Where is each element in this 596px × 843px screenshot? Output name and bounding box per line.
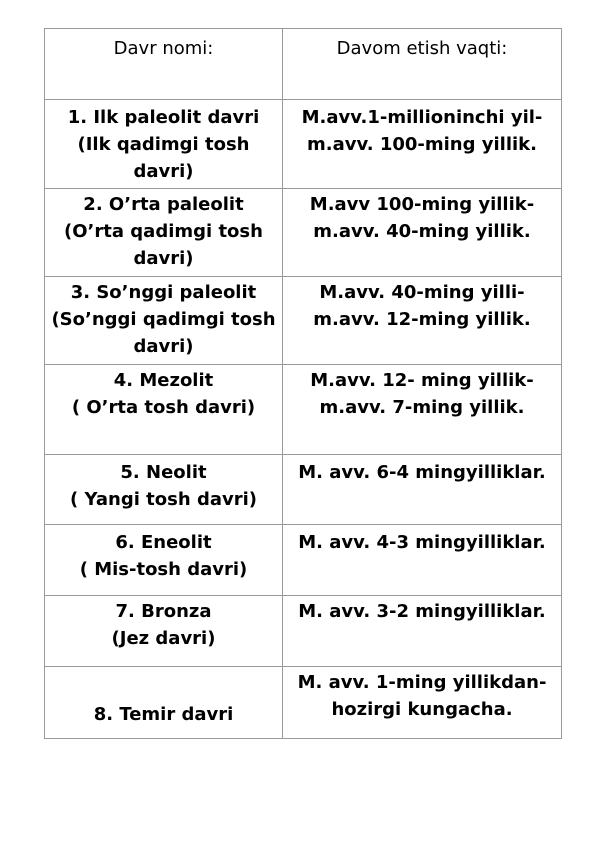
period-name-cell [45,189,283,277]
period-duration-line: M. avv. 4-3 mingyilliklar. [298,532,546,553]
table-row [45,667,562,739]
period-duration-cell [283,525,562,596]
period-name-line: 4. Mezolit [113,370,214,391]
period-name-line: 6. Eneolit [115,532,212,553]
period-name-line: davri) [133,161,194,182]
period-name-line: (Ilk qadimgi tosh [77,134,250,155]
period-name-cell [45,525,283,596]
period-name-line: davri) [133,248,194,269]
period-name-line: davri) [133,336,194,357]
header-period-name: Davr nomi: [45,29,283,100]
period-duration-line: M. avv. 1-ming yillikdan- [297,672,547,693]
table-row [45,455,562,525]
period-duration-line: m.avv. 100-ming yillik. [306,134,537,155]
period-name-cell [45,667,283,739]
period-duration-line: M.avv. 12- ming yillik- [310,370,534,391]
period-duration-cell [283,100,562,189]
table-row [45,189,562,277]
period-name-cell [45,100,283,189]
period-duration-cell [283,667,562,739]
period-name-line: (O’rta qadimgi tosh [64,221,263,242]
period-name-line: 3. So’nggi paleolit [70,282,257,303]
table-row [45,277,562,365]
period-name-cell [45,596,283,667]
table-row [45,365,562,455]
periods-table [44,28,562,739]
period-duration-line: m.avv. 7-ming yillik. [319,397,525,418]
period-name-cell [45,277,283,365]
period-name-line: (So’nggi qadimgi tosh [51,309,276,330]
period-name-line: 1. Ilk paleolit davri [67,107,260,128]
header-duration: Davom etish vaqti: [283,29,562,100]
period-duration-cell [283,596,562,667]
period-duration-line: m.avv. 40-ming yillik. [313,221,531,242]
period-name-cell [45,365,283,455]
table-row [45,100,562,189]
table-row [45,525,562,596]
period-duration-line: m.avv. 12-ming yillik. [313,309,531,330]
period-name-cell [45,455,283,525]
period-duration-line: M.avv. 40-ming yilli- [319,282,525,303]
period-duration-cell [283,365,562,455]
period-duration-cell [283,277,562,365]
period-name-line: ( Yangi tosh davri) [70,489,257,510]
period-name-line: 8. Temir davri [93,704,234,725]
period-duration-line: M. avv. 6-4 mingyilliklar. [298,462,546,483]
period-name-line: ( Mis-tosh davri) [79,559,248,580]
period-name-line: 2. O’rta paleolit [83,194,244,215]
period-duration-line: M.avv 100-ming yillik- [309,194,535,215]
period-name-line: 7. Bronza [115,601,212,622]
table-header-row [45,29,562,100]
period-duration-line: hozirgi kungacha. [331,699,513,720]
period-name-line: (Jez davri) [111,628,216,649]
period-duration-cell [283,189,562,277]
table-row [45,596,562,667]
period-name-line: ( O’rta tosh davri) [71,397,256,418]
period-duration-line: M.avv.1-millioninchi yil- [301,107,543,128]
period-name-line: 5. Neolit [120,462,207,483]
period-duration-line: M. avv. 3-2 mingyilliklar. [298,601,546,622]
period-duration-cell [283,455,562,525]
